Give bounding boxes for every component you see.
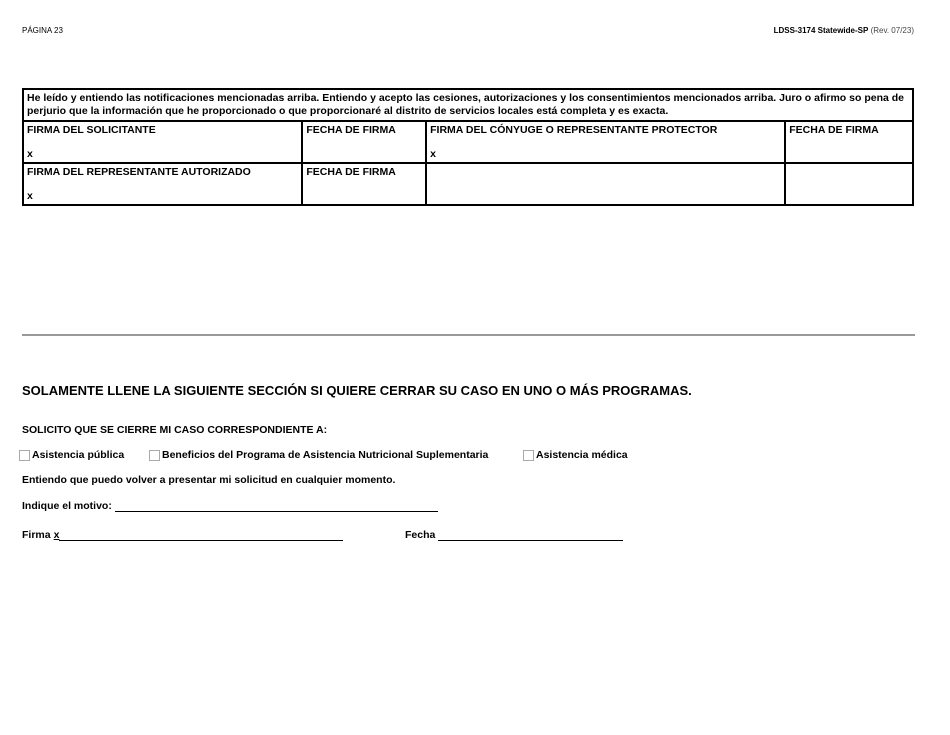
spouse-signature-field[interactable]	[426, 121, 785, 163]
option-label: Asistencia médica	[536, 449, 628, 461]
spouse-date-field[interactable]	[785, 121, 913, 163]
signature-label: Firma	[22, 529, 51, 541]
checkbox-public-assistance[interactable]	[19, 450, 30, 461]
option-label: Asistencia pública	[32, 449, 125, 461]
section-divider	[22, 334, 915, 336]
close-case-request: SOLICITO QUE SE CIERRE MI CASO CORRESPONDIENTE A:	[22, 424, 328, 436]
authorized-rep-date-label: FECHA DE FIRMA	[306, 166, 396, 178]
spouse-date-label: FECHA DE FIRMA	[789, 124, 879, 136]
spouse-x-mark: x	[430, 148, 436, 160]
applicant-date-field[interactable]	[302, 121, 426, 163]
signature-input-line[interactable]	[59, 528, 343, 541]
applicant-signature-field[interactable]	[23, 121, 302, 163]
option-medical-assistance[interactable]	[523, 449, 628, 461]
resubmit-note: Entiendo que puedo volver a presentar mi solicitud en cualquier momento.	[22, 474, 396, 486]
option-public-assistance[interactable]	[19, 449, 124, 461]
option-snap[interactable]	[149, 449, 488, 461]
checkbox-snap[interactable]	[149, 450, 160, 461]
reason-input-line[interactable]	[115, 499, 438, 512]
authorized-rep-signature-label: FIRMA DEL REPRESENTANTE AUTORIZADO	[27, 166, 251, 178]
reason-row	[22, 499, 438, 512]
authorized-rep-signature-field[interactable]	[23, 163, 302, 205]
option-label: Beneficios del Programa de Asistencia Nutricional Suplementaria	[162, 449, 489, 461]
empty-cell	[785, 163, 913, 205]
authorized-rep-x-mark: x	[27, 190, 33, 202]
date-row	[405, 528, 623, 541]
authorized-rep-date-field[interactable]	[302, 163, 426, 205]
form-revision: (Rev. 07/23)	[870, 26, 914, 35]
date-input-line[interactable]	[438, 528, 623, 541]
declaration-text: He leído y entiendo las notificaciones mencionadas arriba. Entiendo y acepto las cesiones, autorizaciones y los consentimientos mencionados arriba. Juro o afirmo so pena de perjurio que la información que he proporcionado o que proporcionaré al distrito de servicios locales está completa y es exacta.	[23, 89, 913, 121]
applicant-signature-label: FIRMA DEL SOLICITANTE	[27, 124, 156, 136]
form-identifier	[774, 26, 914, 35]
form-id-code: LDSS-3174 Statewide-SP	[773, 26, 869, 35]
close-case-title: SOLAMENTE LLENE LA SIGUIENTE SECCIÓN SI QUIERE CERRAR SU CASO EN UNO O MÁS PROGRAMAS.	[22, 383, 692, 398]
page-number: PÁGINA 23	[22, 26, 63, 35]
empty-cell	[426, 163, 785, 205]
signature-x-mark: x	[53, 529, 60, 541]
applicant-date-label: FECHA DE FIRMA	[306, 124, 396, 136]
checkbox-medical-assistance[interactable]	[523, 450, 534, 461]
applicant-x-mark: x	[27, 148, 33, 160]
signature-table	[22, 88, 914, 206]
signature-row	[22, 528, 343, 541]
reason-label: Indique el motivo:	[22, 500, 112, 512]
date-label: Fecha	[405, 529, 436, 541]
spouse-signature-label: FIRMA DEL CÓNYUGE O REPRESENTANTE PROTECTOR	[430, 124, 718, 136]
